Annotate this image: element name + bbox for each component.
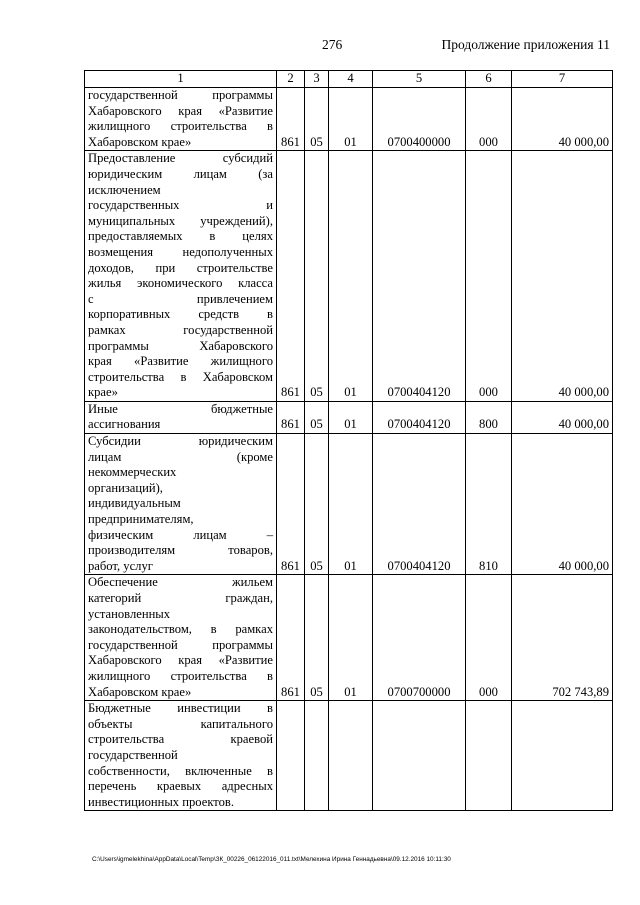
row-name-line: предоставляемых в целях bbox=[88, 229, 273, 244]
row-name-line: края «Развитие жилищного bbox=[88, 354, 273, 369]
row-name-cell bbox=[85, 88, 277, 151]
target-item-code-cell: 0700700000 bbox=[373, 575, 466, 701]
target-item-code-cell: 0700404120 bbox=[373, 401, 466, 433]
row-name-line: физическим лицам – bbox=[88, 527, 273, 542]
row-name-line: собственности, включенные в bbox=[88, 763, 273, 778]
subsection-code-cell: 01 bbox=[329, 151, 373, 402]
row-name-line: строительства в Хабаровском bbox=[88, 369, 273, 384]
column-header: 6 bbox=[466, 71, 512, 88]
subsection-code-cell: 01 bbox=[329, 88, 373, 151]
row-name-line: предпринимателям, bbox=[88, 512, 194, 527]
row-name-line: Хабаровского края «Развитие bbox=[88, 103, 273, 118]
amount-cell bbox=[512, 701, 613, 811]
row-name-line: государственных и bbox=[88, 198, 273, 213]
ministry-code-cell: 861 bbox=[277, 88, 305, 151]
row-name-line: программы Хабаровского bbox=[88, 338, 273, 353]
section-code-cell: 05 bbox=[305, 575, 329, 701]
row-name-line: ассигнования bbox=[88, 417, 161, 432]
ministry-code-cell: 861 bbox=[277, 434, 305, 575]
subsection-code-cell: 01 bbox=[329, 575, 373, 701]
row-name-line: некоммерческих bbox=[88, 465, 177, 480]
row-name-line: Предоставление субсидий bbox=[88, 151, 273, 166]
ministry-code-cell: 861 bbox=[277, 575, 305, 701]
column-header: 2 bbox=[277, 71, 305, 88]
row-name-line: индивидуальным bbox=[88, 496, 181, 511]
expense-type-code-cell: 800 bbox=[466, 401, 512, 433]
section-code-cell: 05 bbox=[305, 151, 329, 402]
row-name-line: Хабаровском крае» bbox=[88, 684, 192, 699]
row-name-line: жилищного строительства в bbox=[88, 119, 273, 134]
row-name-line: лицам (кроме bbox=[88, 449, 273, 464]
table-row bbox=[85, 401, 613, 433]
row-name-line: рамках государственной bbox=[88, 322, 273, 337]
amount-cell: 40 000,00 bbox=[512, 88, 613, 151]
table-row bbox=[85, 701, 613, 811]
table-row bbox=[85, 434, 613, 575]
row-name-line: категорий граждан, bbox=[88, 591, 273, 605]
amount-cell: 40 000,00 bbox=[512, 151, 613, 402]
row-name-cell bbox=[85, 401, 277, 433]
amount-cell: 40 000,00 bbox=[512, 401, 613, 433]
footer-path: C:\Users\igmelekhina\AppData\Local\Temp\ЗК_00226_06122016_011.txt\Мелехина Ирина Геннадьевна\09.12.2016 10:11:30 bbox=[92, 856, 451, 863]
row-name-line: муниципальных учреждений), bbox=[88, 213, 273, 228]
row-name-line: Обеспечение жильем bbox=[88, 575, 273, 590]
target-item-code-cell: 0700400000 bbox=[373, 88, 466, 151]
row-name-cell bbox=[85, 575, 277, 701]
subsection-code-cell: 01 bbox=[329, 401, 373, 433]
expense-type-code-cell: 000 bbox=[466, 575, 512, 701]
table-row bbox=[85, 151, 613, 402]
row-name-line: производителям товаров, bbox=[88, 543, 273, 558]
ministry-code-cell: 861 bbox=[277, 401, 305, 433]
section-code-cell bbox=[305, 701, 329, 811]
row-name-cell bbox=[85, 701, 277, 811]
budget-table bbox=[84, 70, 613, 811]
section-code-cell: 05 bbox=[305, 434, 329, 575]
row-name-line: корпоративных средств в bbox=[88, 307, 273, 322]
row-name-line: строительства краевой bbox=[88, 732, 273, 747]
row-name-line: Иные бюджетные bbox=[88, 401, 273, 416]
continuation-label: Продолжение приложения 11 bbox=[441, 37, 610, 52]
row-name-line: Хабаровском крае» bbox=[88, 134, 192, 149]
column-header: 1 bbox=[85, 71, 277, 88]
row-name-line: доходов, при строительстве bbox=[88, 260, 273, 275]
row-name-cell bbox=[85, 151, 277, 402]
column-header: 3 bbox=[305, 71, 329, 88]
table-header-row bbox=[85, 71, 613, 88]
subsection-code-cell: 01 bbox=[329, 434, 373, 575]
row-name-line: организаций), bbox=[88, 480, 163, 495]
row-name-line: Бюджетные инвестиции в bbox=[88, 701, 273, 716]
amount-cell: 702 743,89 bbox=[512, 575, 613, 701]
table-body bbox=[85, 88, 613, 811]
target-item-code-cell: 0700404120 bbox=[373, 151, 466, 402]
row-name-line: жилья экономического класса bbox=[88, 276, 273, 291]
row-name-line: объекты капитального bbox=[88, 716, 273, 731]
target-item-code-cell bbox=[373, 701, 466, 811]
column-header: 5 bbox=[373, 71, 466, 88]
column-header: 4 bbox=[329, 71, 373, 88]
row-name-line: возмещения недополученных bbox=[88, 244, 273, 259]
row-name-line: инвестиционных проектов. bbox=[88, 794, 235, 809]
expense-type-code-cell: 000 bbox=[466, 151, 512, 402]
row-name-line: работ, услуг bbox=[88, 558, 153, 573]
row-name-line: государственной bbox=[88, 747, 178, 762]
row-name-line: с привлечением bbox=[88, 291, 273, 306]
row-name-line: Субсидии юридическим bbox=[88, 434, 273, 449]
row-name-line: установленных bbox=[88, 606, 171, 621]
expense-type-code-cell: 810 bbox=[466, 434, 512, 575]
table-row bbox=[85, 575, 613, 701]
section-code-cell: 05 bbox=[305, 88, 329, 151]
row-name-line: крае» bbox=[88, 385, 118, 400]
row-name-line: законодательством, в рамках bbox=[88, 622, 273, 637]
amount-cell: 40 000,00 bbox=[512, 434, 613, 575]
target-item-code-cell: 0700404120 bbox=[373, 434, 466, 575]
section-code-cell: 05 bbox=[305, 401, 329, 433]
page-number: 276 bbox=[322, 37, 343, 52]
row-name-line: государственной программы bbox=[88, 88, 273, 102]
table-row bbox=[85, 88, 613, 151]
row-name-cell bbox=[85, 434, 277, 575]
ministry-code-cell bbox=[277, 701, 305, 811]
column-header: 7 bbox=[512, 71, 613, 88]
expense-type-code-cell bbox=[466, 701, 512, 811]
ministry-code-cell: 861 bbox=[277, 151, 305, 402]
row-name-line: государственной программы bbox=[88, 637, 273, 652]
expense-type-code-cell: 000 bbox=[466, 88, 512, 151]
row-name-line: перечень краевых адресных bbox=[88, 779, 273, 794]
row-name-line: юридическим лицам (за bbox=[88, 166, 273, 181]
row-name-line: исключением bbox=[88, 182, 161, 197]
row-name-line: Хабаровского края «Развитие bbox=[88, 653, 273, 668]
row-name-line: жилищного строительства в bbox=[88, 668, 273, 683]
subsection-code-cell bbox=[329, 701, 373, 811]
